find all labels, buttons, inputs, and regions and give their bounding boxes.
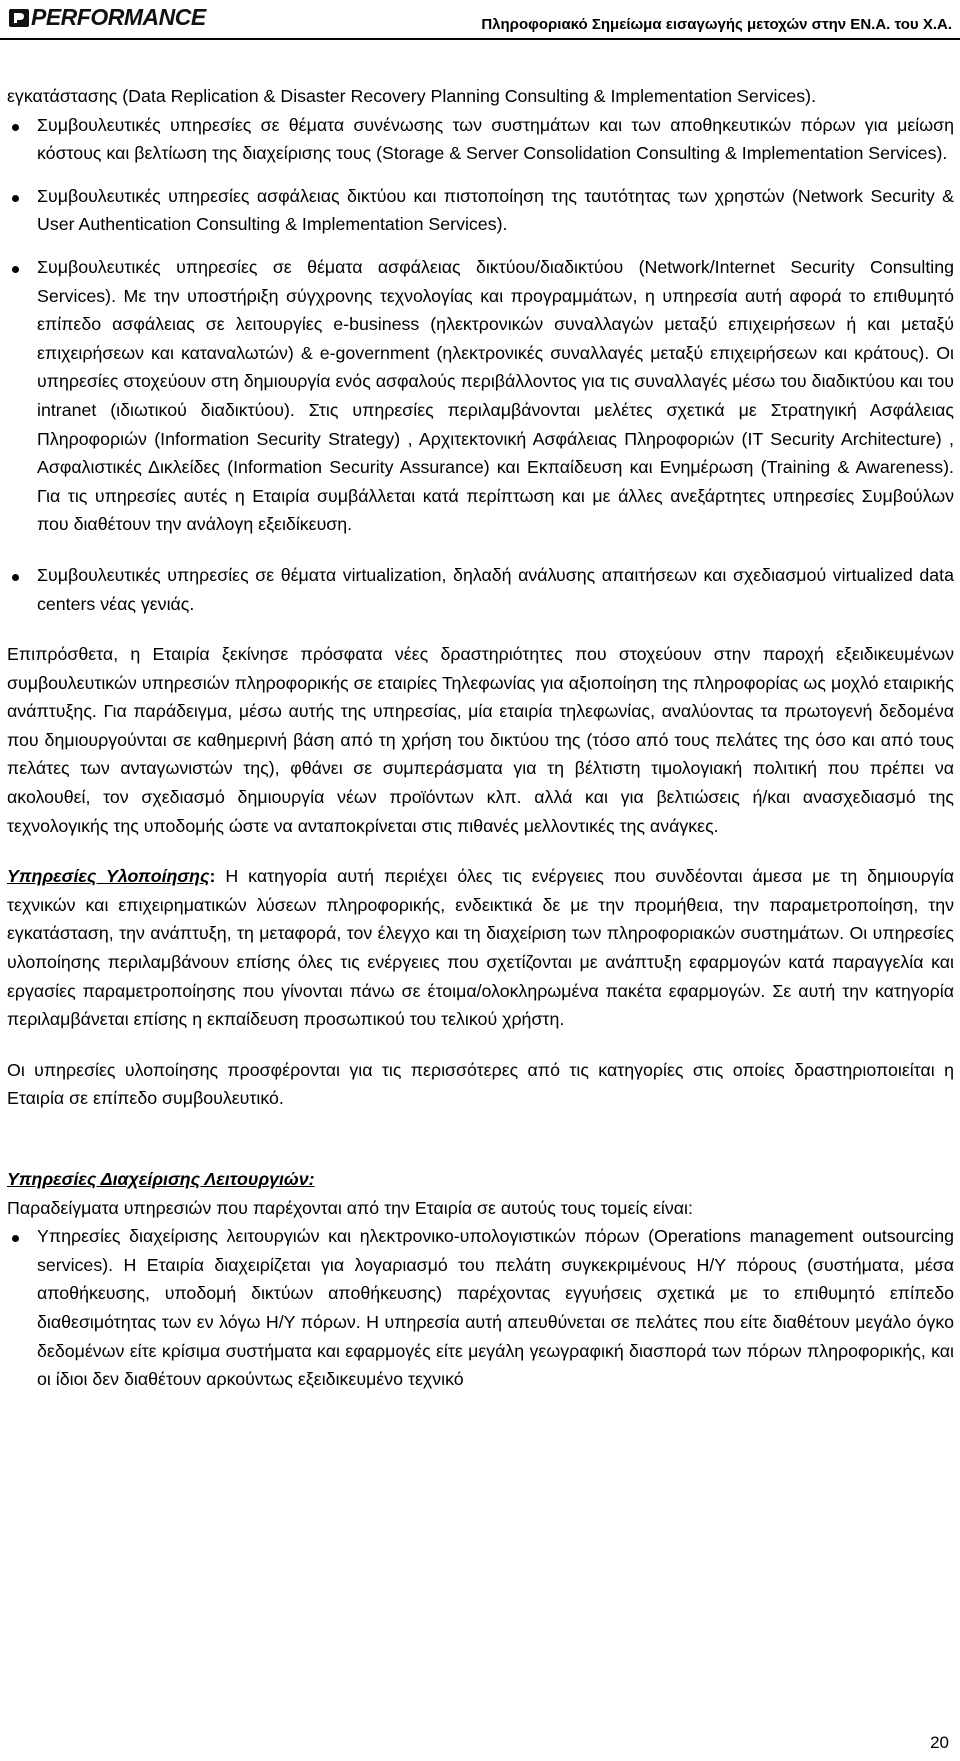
page-header <box>0 0 960 40</box>
logo-mark-icon <box>8 7 30 29</box>
list-item <box>7 111 954 168</box>
list-item <box>7 1222 954 1394</box>
operations-heading: Υπηρεσίες Διαχείρισης Λειτουργιών: <box>7 1169 315 1189</box>
operations-services-list <box>7 1222 954 1394</box>
implementation-colon: : <box>209 866 216 887</box>
implementation-text: Η κατηγορία αυτή περιέχει όλες τις ενέργειες που συνδέονται άμεσα με τη δημιουργία τεχνικών και επιχειρηματικών λύσεων πληροφορικής, ενδεικτικά δε με την προμήθεια, την παραμετροποίηση, την εγκατάσταση, την ανάπτυξη, τη μεταφορά, τον έλεγχο και τη διαχείριση των πληροφοριακών συστημάτων. Οι υπηρεσίες υλοποίησης περιλαμβάνουν επίσης όλες τις ενέργειες που σχετίζονται με ανάπτυξη εφαρμογών κατά παραγγελία και εργασίες παραμετροποίησης που γίνονται πάνω σε έτοιμα/ολοκληρωμένα πακέτα εφαρμογών. Σε αυτή την κατηγορία περιλαμβάνεται επίσης η εκπαίδευση προσωπικού του τελικού χρήστη. <box>7 866 954 1030</box>
implementation-paragraph <box>7 862 954 1034</box>
document-body <box>7 82 954 1394</box>
page-number: 20 <box>930 1733 949 1752</box>
list-item <box>7 561 954 618</box>
operations-intro: Παραδείγματα υπηρεσιών που παρέχονται από την Εταιρία σε αυτούς τους τομείς είναι: <box>7 1197 693 1218</box>
bullet-icon <box>12 195 19 202</box>
implementation-followup: Οι υπηρεσίες υλοποίησης προσφέρονται για τις περισσότερες από τις κατηγορίες στις οποίες δραστηριοποιείται η Εταιρία σε επίπεδο συμβουλευτικό. <box>7 1059 954 1109</box>
list-item <box>7 182 954 239</box>
intro-continuation: εγκατάστασης (Data Replication & Disaster Recovery Planning Consulting & Implementation Services). <box>7 86 817 106</box>
list-item-text: Συμβουλευτικές υπηρεσίες σε θέματα συνένωσης των συστημάτων και των αποθηκευτικών πόρων για μείωση κόστους και βελτίωση της διαχείρισης τους (Storage & Server Consolidation Consulting & Implementation Services). <box>37 114 954 164</box>
header-divider <box>0 38 960 40</box>
bullet-icon <box>12 1235 19 1242</box>
list-item-text: Συμβουλευτικές υπηρεσίες σε θέματα ασφάλειας δικτύου/διαδικτύου (Network/Internet Security Consulting Services). Με την υποστήριξη σύγχρονης τεχνολογίας και προγραμμάτων, η υπηρεσία αυτή αφορά το επιθυμητό επίπεδο ασφάλειας σε λειτουργίες e-business (ηλεκτρονικών συναλλαγών μεταξύ επιχειρήσεων ή και μεταξύ επιχειρήσεων και καταναλωτών) & e-government (ηλεκτρονικές συναλλαγές μεταξύ επιχειρήσεων και κράτους). Οι υπηρεσίες στοχεύουν στη δημιουργία ενός ασφαλούς περιβάλλοντος για τις συναλλαγές μέσω του διαδικτύου και του intranet (ιδιωτικού διαδικτύου). Στις υπηρεσίες περιλαμβάνονται μελέτες σχετικά με Στρατηγική Ασφάλειας Πληροφοριών (Information Security Strategy) , Αρχιτεκτονική Ασφάλειας Πληροφοριών (IT Security Architecture) , Ασφαλιστικές Δικλείδες (Information Security Assurance) και Εκπαίδευση και Ενημέρωση (Training & Awareness). Για τις υπηρεσίες αυτές η Εταιρία συμβάλλεται κατά περίπτωση και με άλλες ανεξάρτητες υπηρεσίες Συμβούλων που διαθέτουν την ανάλογη εξειδίκευση. <box>37 256 954 535</box>
list-item <box>7 253 954 539</box>
list-item-text: Συμβουλευτικές υπηρεσίες σε θέματα virtualization, δηλαδή ανάλυσης απαιτήσεων και σχεδιασμού virtualized data centers νέας γενιάς. <box>37 564 954 614</box>
list-item-text: Υπηρεσίες διαχείρισης λειτουργιών και ηλεκτρονικο-υπολογιστικών πόρων (Operations management outsourcing services). Η Εταιρία διαχειρίζεται για λογαριασμό του πελάτη συγκεκριμένους Η/Υ πόρους (συστήματα, μέσα αποθήκευσης, υποδομή δικτύων αποθήκευσης) παρέχοντας εγγυήσεις σχετικά με το επιθυμητό επίπεδο διαθεσιμότητας των εν λόγω Η/Υ πόρων. Η υπηρεσία αυτή απευθύνεται σε πελάτες που είτε διαθέτουν μεγάλο όγκο δεδομένων είτε κρίσιμα συστήματα και εφαρμογές είτε μεγάλη γεωγραφική διασπορά των πόρων πληροφορικής, και οι ίδιοι δεν διαθέτουν αρκούντως εξειδικευμένο τεχνικό <box>37 1226 954 1390</box>
document-title: Πληροφοριακό Σημείωμα εισαγωγής μετοχών στην ΕΝ.Α. του Χ.Α. <box>481 16 952 33</box>
bullet-icon <box>12 124 19 131</box>
bullet-icon <box>12 574 19 581</box>
implementation-heading: Υπηρεσίες Υλοποίησης <box>7 866 210 887</box>
logo-text: PERFORMANCE <box>31 4 206 30</box>
telecom-paragraph: Επιπρόσθετα, η Εταιρία ξεκίνησε πρόσφατα νέες δραστηριότητες που στοχεύουν στην παροχή εξειδικευμένων συμβουλευτικών υπηρεσιών πληροφορικής σε εταιρίες Τηλεφωνίας για αξιοποίηση της πληροφορίας ως μοχλό εταιρικής ανάπτυξης. Για παράδειγμα, μέσω αυτής της υπηρεσίας, μία εταιρία τηλεφωνίας, αναλύοντας τα πρωτογενή δεδομένα που δημιουργούνται σε καθημερινή βάση από τη χρήση του δικτύου της (τόσο από τους πελάτες της όσο και από τους πελάτες των ανταγωνιστών της), φθάνει σε συμπεράσματα για τη βέλτιστη τιμολογιακή πολιτική που πρέπει να ακολουθεί, τον σχεδιασμό δημιουργία νέων προϊόντων κλπ. αλλά και για βελτιώσεις ή/και ανασχεδιασμό της τεχνολογικής της υποδομής ώστε να ανταποκρίνεται στις πιθανές μελλοντικές της ανάγκες. <box>7 644 954 836</box>
company-logo <box>8 4 206 31</box>
operations-heading-line <box>7 1165 954 1194</box>
list-item-text: Συμβουλευτικές υπηρεσίες ασφάλειας δικτύου και πιστοποίηση της ταυτότητας των χρηστών (Network Security & User Authentication Consulting & Implementation Services). <box>37 185 954 235</box>
bullet-icon <box>12 266 19 273</box>
consulting-services-list <box>7 111 954 619</box>
